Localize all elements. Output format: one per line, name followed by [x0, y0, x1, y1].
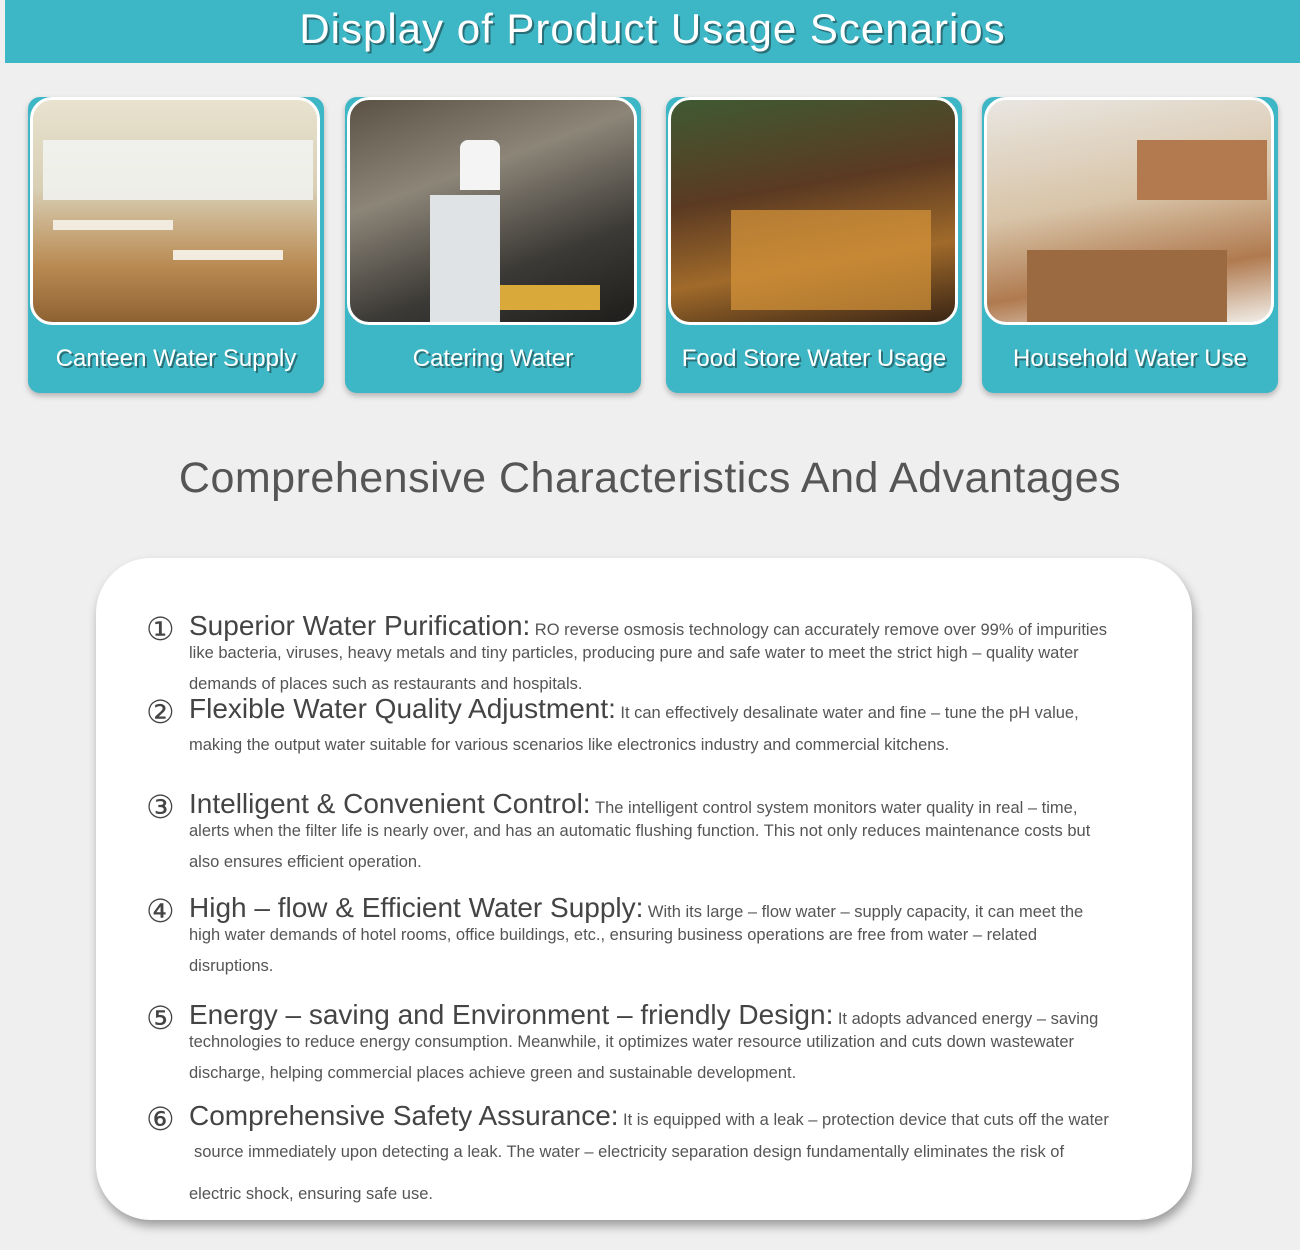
- banner-title: Display of Product Usage Scenarios: [299, 5, 1006, 52]
- number-4-icon: ④: [146, 893, 175, 929]
- feature-title: Energy – saving and Environment – friendly Design:: [189, 999, 834, 1030]
- home-kitchen-photo: [984, 97, 1274, 325]
- feature-title: Comprehensive Safety Assurance:: [189, 1100, 619, 1131]
- scenario-card-food-store: [666, 97, 962, 393]
- number-2-icon: ②: [146, 694, 175, 730]
- scenario-label: Food Store Water Usage: [681, 345, 947, 372]
- canteen-photo: [30, 97, 320, 325]
- feature-title: Intelligent & Convenient Control:: [189, 788, 591, 819]
- feature-title: Superior Water Purification:: [189, 610, 531, 641]
- feature-title: Flexible Water Quality Adjustment:: [189, 693, 616, 724]
- number-6-icon: ⑥: [146, 1101, 175, 1137]
- feature-title: High – flow & Efficient Water Supply:: [189, 892, 644, 923]
- features-panel: ① Superior Water Purification: RO reverse osmosis technology can accurately remove over 99% of impurities like bacteria, viruses, heavy metals and tiny particles, producing pure and safe water to meet the strict high – quality water demands of places such as restaurants and hospitals. ② Flexible Water Quality Adjustment: It can effectively desalinate water and fine – tune the pH value, making the output water suitable for various scenarios like electronics industry and commercial kitchens. ③ Intelligent & Convenient Control: The intelligent control system monitors water quality in real – time, alerts when the filter life is nearly over, and has an automatic flushing function. This not only reduces maintenance costs but also ensures efficient operation. ④ High – flow & Efficient Water Supply: With its large – flow water – supply capacity, it can meet the high water demands of hotel rooms, office buildings, etc., ensuring business operations are free from water – related disruptions. ⑤ Energy – saving and Environment – friendly Design: It adopts advanced energy – saving technologies to reduce energy consumption. Meanwhile, it optimizes water resource utilization and cuts down wastewater discharge, helping commercial places achieve green and sustainable development. ⑥ Comprehensive Safety Assurance: It is equipped with a leak – protection device that cuts off the water source immediately upon detecting a leak. The water – electricity separation design fundamentally eliminates the risk of electric shock, ensuring safe use.: [96, 558, 1192, 1220]
- scenario-label: Household Water Use: [1013, 345, 1247, 372]
- section-title: Comprehensive Characteristics And Advantages: [178, 454, 1122, 502]
- kitchen-photo: [347, 97, 637, 325]
- number-5-icon: ⑤: [146, 1000, 175, 1036]
- scenario-card-household: [982, 97, 1278, 393]
- page-banner: [5, 0, 1300, 63]
- scenario-label: Canteen Water Supply: [55, 345, 297, 372]
- storefront-photo: [668, 97, 958, 325]
- scenario-card-catering: [345, 97, 641, 393]
- scenario-card-canteen: [28, 97, 324, 393]
- number-1-icon: ①: [146, 611, 175, 647]
- number-3-icon: ③: [146, 789, 175, 825]
- scenario-label: Catering Water: [412, 345, 574, 372]
